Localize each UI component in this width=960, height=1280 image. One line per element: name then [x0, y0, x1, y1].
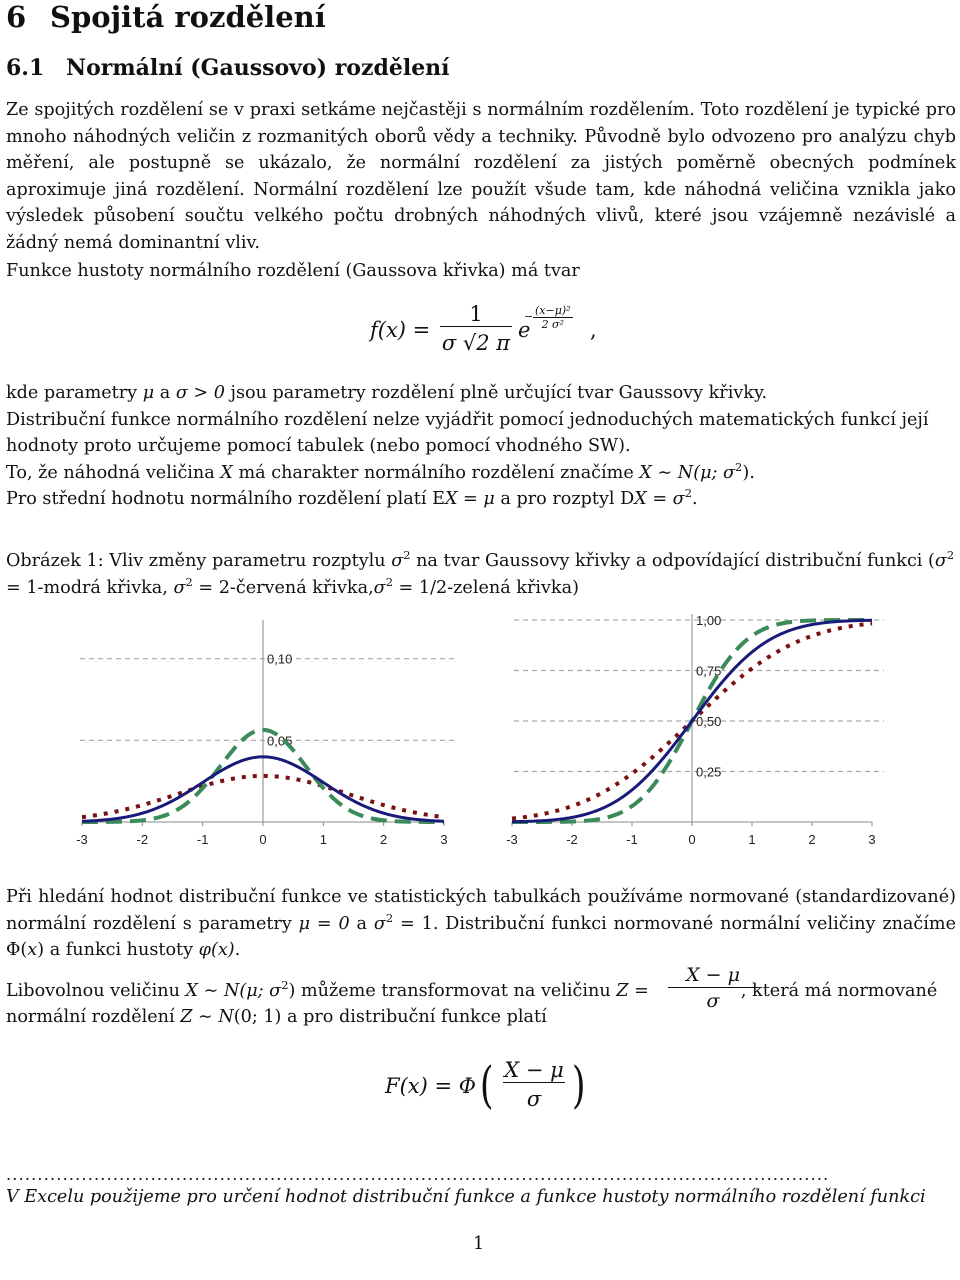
intro-paragraph: Ze spojitých rozdělení se v praxi setkáme nejčastěji s normálním rozdělením. Toto rozdělení je typické pro mnoho náhodných veličin z rozmanitých oborů vědy a techniky. Původně bylo odvozeno pro analýzu chyb měření, ale postupně se ukázalo, že normální rozdělení za jistých poměrně obecných podmínek aproximuje jiná rozdělení. Normální rozdělení lze použít všude tam, kde náhodná veličina vznikla jako výsledek působení součtu velkého počtu drobných náhodných vlivů, které jsou vzájemně nezávislé a žádný nemá dominantní vliv. [6, 100, 956, 253]
x-tick-label: -3 [76, 832, 88, 847]
density-numerator: 1 [469, 302, 483, 326]
transform-text-3: , která má normované normální rozdělení [6, 980, 938, 1028]
variable-x: X [220, 462, 233, 483]
caption-text-1: Obrázek 1: Vliv změny parametru rozptylu [6, 551, 392, 571]
y-tick-label: 0,25 [696, 764, 722, 780]
variance-exponent: 2 [684, 486, 692, 501]
transform-text-4: a pro distribuční funkce platí [281, 1007, 547, 1028]
x-tick-label: 0 [259, 832, 267, 847]
notation-expression: X ∼ N(μ; σ [639, 462, 736, 483]
x-tick-label: 3 [868, 832, 876, 847]
std-text-2: a [349, 913, 374, 934]
x-tick-label: -1 [626, 832, 638, 847]
x-tick-label: 1 [319, 832, 327, 847]
params-text-3: jsou parametry rozdělení plně určující tvar Gaussovy křivky. [224, 383, 768, 403]
caption-exp-1: 2 [403, 548, 411, 563]
moments-text-1: Pro střední hodnotu normálního rozdělení platí E [6, 489, 445, 510]
density-lhs: f(x) = [370, 318, 431, 342]
standard-normal-paragraph [6, 884, 956, 1031]
section-title: Spojitá rozdělení [50, 0, 326, 34]
caption-sigma-2: σ [934, 551, 947, 571]
caption-exp-4: 2 [385, 574, 393, 589]
standard-normal-text [6, 884, 956, 964]
sigma-condition: σ > 0 [175, 383, 225, 403]
density-formula [370, 300, 630, 370]
y-tick-label: 0,05 [267, 733, 293, 749]
x-tick-label: -2 [566, 832, 578, 847]
moments-end: . [691, 489, 698, 510]
x-tick-label: 1 [748, 832, 756, 847]
cdf-formula [385, 1058, 605, 1138]
density-intro: Funkce hustoty normálního rozdělení (Gaussova křivka) má tvar [6, 261, 580, 281]
caption-sigma-4: σ [373, 577, 386, 598]
std-exp: 2 [385, 910, 394, 925]
params-text-1: kde parametry [6, 383, 143, 403]
transform-exp: 2 [281, 977, 289, 992]
moments-text-2: a pro rozptyl D [494, 489, 635, 510]
caption-text-3: = 1-modrá křivka, [6, 577, 174, 598]
transform-denominator: σ [668, 987, 758, 1014]
mean-expression: X = μ [444, 489, 495, 510]
transform-z2: Z ∼ N [180, 1007, 234, 1028]
caption-text-2: na tvar Gaussovy křivky a odpovídající distribuční funkci ( [410, 551, 935, 571]
notation-close: ). [742, 462, 755, 483]
cdf-fraction [503, 1058, 565, 1112]
caption-text-4: = 2-červená křivka, [192, 577, 374, 598]
mu-symbol: μ [142, 383, 155, 403]
std-text-4: ) a funkci hustoty [37, 940, 199, 961]
transform-text [6, 978, 956, 1031]
exponent-denominator: 2 σ² [541, 318, 564, 331]
dotted-separator: ................................................................................................................................... [6, 1165, 830, 1184]
formula-comma: , [590, 318, 597, 342]
x-tick-label: 3 [440, 832, 448, 847]
transform-expression: X ∼ N(μ; σ [185, 980, 282, 1001]
x-tick-label: -3 [506, 832, 518, 847]
euler-e: e [518, 318, 531, 342]
std-phi: φ(x) [198, 940, 235, 961]
x-tick-label: -2 [136, 832, 149, 847]
variance-expression: X = σ [634, 489, 685, 510]
y-tick-label: 0,10 [267, 651, 293, 667]
std-sigma: σ [373, 913, 386, 934]
cdf-numerator: X − μ [504, 1058, 564, 1082]
excel-note: V Excelu použijeme pro určení hodnot distribuční funkce a funkce hustoty normálního rozdělení funkci [6, 1187, 926, 1207]
std-text-1: Při hledání hodnot distribuční funkce ve statistických tabulkách používáme normované (standardizované) normální rozdělení s parametry [6, 887, 956, 934]
density-chart [62, 612, 462, 862]
density-denominator: σ √2 π [440, 326, 512, 356]
params-text-2: a [154, 383, 176, 403]
std-mu: μ = 0 [298, 913, 350, 934]
transform-fraction [668, 963, 758, 1014]
parameters-line [6, 380, 956, 407]
caption-sigma-3: σ [173, 577, 186, 598]
notation-exponent: 2 [735, 459, 743, 474]
std-text-5: . [234, 940, 241, 961]
transform-text-2: ) můžeme transformovat na veličinu [288, 980, 617, 1001]
x-tick-label: 0 [688, 832, 696, 847]
std-text-3: = 1. Distribuční funkci normované normální veličiny značíme Φ( [6, 913, 956, 961]
transform-numerator: X − μ [686, 964, 740, 986]
subsection-title: Normální (Gaussovo) rozdělení [66, 55, 450, 81]
section-heading [6, 0, 326, 34]
cdf-denominator: σ [503, 1082, 565, 1112]
x-tick-label: 2 [380, 832, 388, 847]
exponent-numerator: (x−μ)² [535, 304, 571, 317]
cdf-left-paren: ( [479, 1056, 494, 1114]
subsection-number: 6.1 [6, 55, 45, 81]
transform-z: Z = [616, 980, 649, 1001]
page-number: 1 [473, 1234, 485, 1254]
exponent-minus: − [524, 310, 534, 323]
caption-exp-2: 2 [946, 548, 955, 563]
y-tick-label: 0,50 [696, 714, 722, 729]
section-number: 6 [6, 0, 27, 34]
caption-exp-3: 2 [185, 574, 193, 589]
y-tick-label: 1,00 [696, 613, 722, 628]
figure-caption [6, 548, 956, 601]
cdf-lhs: F(x) = Φ [385, 1074, 476, 1098]
subsection-heading [6, 55, 450, 81]
std-x: x [27, 940, 38, 961]
parameters-block [6, 380, 956, 513]
transform-text-1: Libovolnou veličinu [6, 980, 186, 1001]
moments-line [6, 486, 956, 513]
caption-text-5: = 1/2-zelená křivka) [392, 577, 579, 598]
notation-text-1: To, že náhodná veličina [6, 462, 221, 483]
y-tick-label: 0,75 [696, 663, 722, 679]
distribution-text: Distribuční funkce normálního rozdělení nelze vyjádřit pomocí jednoduchých matematických funkcí její hodnoty proto určujeme pomocí tabulek (nebo pomocí vhodného SW). [6, 409, 929, 457]
cdf-right-paren: ) [571, 1056, 586, 1114]
notation-text-2: má charakter normálního rozdělení značíme [232, 462, 640, 483]
x-tick-label: -1 [196, 832, 209, 847]
transform-z2-params: (0; 1) [233, 1007, 282, 1028]
notation-line [6, 460, 956, 487]
x-tick-label: 2 [808, 832, 816, 847]
caption-sigma-1: σ [391, 551, 404, 571]
density-exponent [524, 304, 573, 331]
distribution-chart [490, 612, 890, 862]
density-fraction [440, 302, 512, 356]
